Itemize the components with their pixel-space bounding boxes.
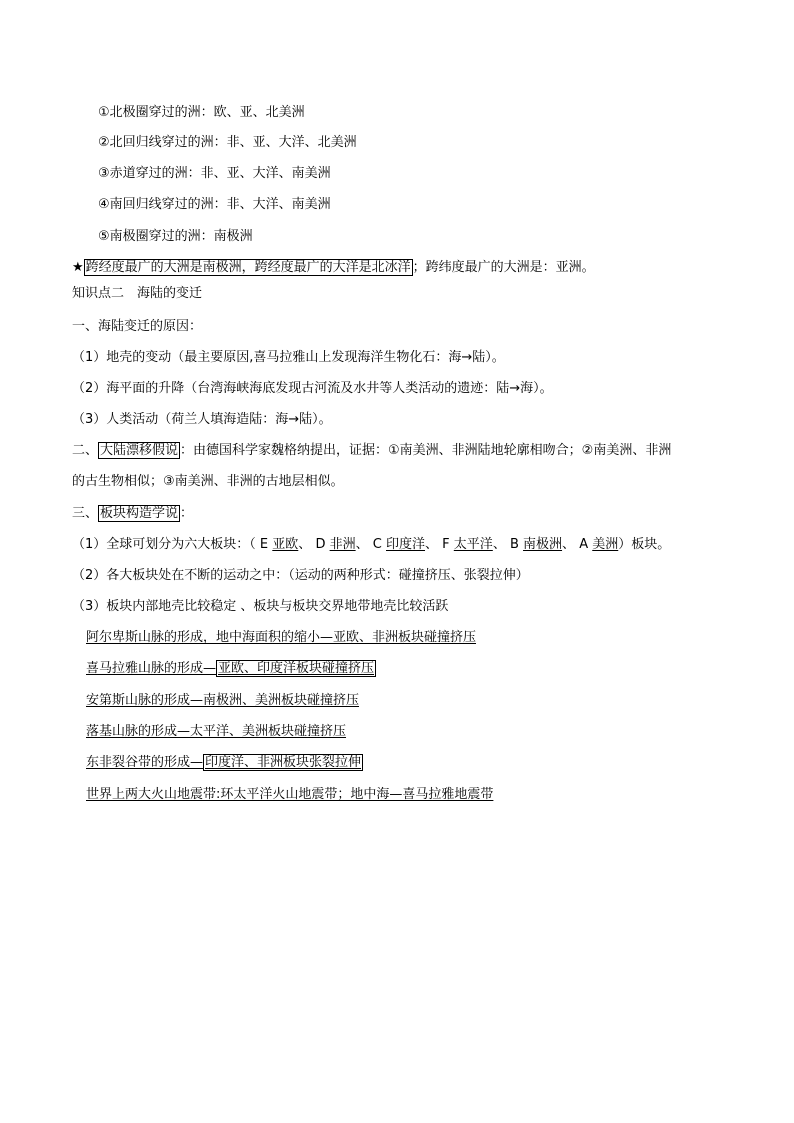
example-rift-boxed: 印度洋、非洲板块张裂拉伸 [205,755,362,770]
separator: 、 [355,537,369,552]
cause-human: （3）人类活动（荷兰人填海造陆：海→陆）。 [72,412,332,427]
plate-motion-line: （2）各大板块处在不断的运动之中：（运动的两种形式：碰撞挤压、张裂拉伸） [72,568,529,583]
separator: 、 [298,537,312,552]
example-volcano-belts: 世界上两大火山地震带:环太平洋火山地震带；地中海—喜马拉雅地震带 [86,787,494,802]
example-alps: 阿尔卑斯山脉的形成，地中海面积的缩小—亚欧、非洲板块碰撞挤压 [86,630,477,645]
plate-letter: A [579,537,593,552]
antarctic-circle-line: ⑤南极圈穿过的洲：南极洲 [98,229,253,244]
plate-name: 非洲 [329,537,356,552]
plate-letter: B [509,537,524,552]
plate-name: 南极洲 [523,537,563,552]
plate-letter: C [372,537,386,552]
plate-name: 美洲 [592,537,619,552]
cause-crust: （1）地壳的变动（最主要原因,喜马拉雅山上发现海洋生物化石：海→陆）。 [72,350,505,365]
plate-stability-line: （3）板块内部地壳比较稳定 、板块与板块交界地带地壳比较活跃 [72,599,449,614]
tropic-of-capricorn-line: ④南回归线穿过的洲：非、大洋、南美洲 [98,197,331,212]
drift-rest: ：由德国科学家魏格纳提出，证据：①南美洲、非洲陆地轮廓相吻合；②南美洲、非洲 [180,443,672,458]
plate-letter: D [315,537,330,552]
separator: 、 [425,537,439,552]
plate-prefix: 三、 [72,506,99,521]
separator: 、 [492,537,506,552]
example-himalaya-boxed: 亚欧、印度洋板块碰撞挤压 [218,661,375,676]
plate-heading [72,505,193,523]
example-rift-lead: 东非裂谷带的形成— [86,755,204,770]
example-andes: 安第斯山脉的形成—南极洲、美洲板块碰撞挤压 [86,693,360,708]
cause-sea-level: （2）海平面的升降（台湾海峡海底发现古河流及水井等人类活动的遗迹：陆→海）。 [72,381,553,396]
star-note [72,259,595,277]
equator-line: ③赤道穿过的洲：非、亚、大洋、南美洲 [98,166,331,181]
arctic-circle-line: ①北极圈穿过的洲：欧、亚、北美洲 [98,105,305,120]
example-rocky: 落基山脉的形成—太平洋、美洲板块碰撞挤压 [86,724,347,739]
star-boxed-text: 跨经度最广的大洲是南极洲，跨经度最广的大洋是北冰洋 [85,260,411,275]
separator: 、 [562,537,576,552]
drift-prefix: 二、 [72,443,99,458]
plate-letter: E [259,537,273,552]
drift-boxed-title: 大陆漂移假说 [100,443,179,458]
drift-line-2: 的古生物相似；③南美洲、非洲的古地层相似。 [72,474,344,489]
drift-line-1 [72,442,671,460]
section-title: 知识点二 海陆的变迁 [72,286,203,301]
plate-suffix: ： [180,506,194,521]
star-icon: ★ [72,260,84,275]
example-rift [86,754,363,772]
plate-boxed-title: 板块构造学说 [100,506,179,521]
plate-name: 亚欧 [272,537,299,552]
star-suffix: ；跨纬度最广的大洲是：亚洲。 [412,260,595,275]
plate-letter: F [442,537,454,552]
example-himalaya-lead: 喜马拉雅山脉的形成— [86,661,217,676]
plate-list-before: （1）全球可划分为六大板块：（ [72,537,256,552]
plate-list-after: ）板块。 [618,537,671,552]
plate-list-line [72,536,670,554]
tropic-of-cancer-line: ②北回归线穿过的洲：非、亚、大洋、北美洲 [98,135,357,150]
plate-name: 印度洋 [386,537,426,552]
example-himalaya [86,660,376,678]
plate-name: 太平洋 [453,537,493,552]
heading-causes: 一、海陆变迁的原因： [72,319,203,334]
